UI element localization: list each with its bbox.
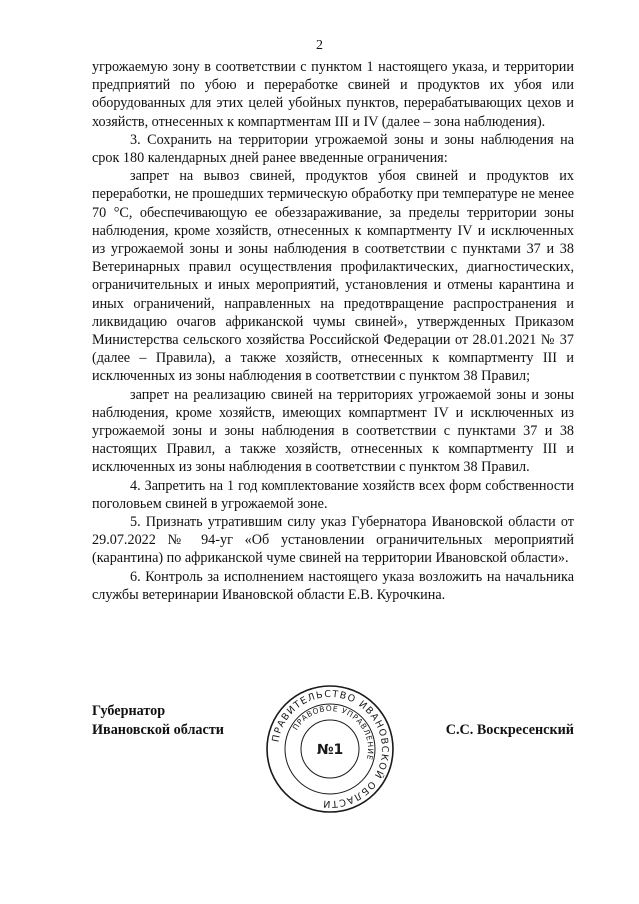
document-body bbox=[92, 58, 574, 604]
paragraph-item-4: 4. Запретить на 1 год комплектование хозяйств всех форм собственности поголовьем свиней в угрожаемой зоне. bbox=[92, 477, 574, 512]
paragraph-export-ban: запрет на вывоз свиней, продуктов убоя свиней и продуктов их переработки, не прошедших термическую обработку при температуре не менее 70 °С, обеспечивающую ее обеззараживание, за пределы территории зоны наблюдения, кроме хозяйств, отнесенных к компартменту IV и исключенных из угрожаемой зоны и зоны наблюдения в соответствии с пунктами 37 и 38 Ветеринарных правил осуществления профилактических, диагностических, ограничительных и иных мероприятий, установления и отмены карантина и иных ограничений, направленных на предотвращение распространения и ликвидацию очагов африканской чумы свиней», утвержденных Приказом Министерства сельского хозяйства Российской Федерации от 28.01.2021 № 37 (далее – Правила), а также хозяйств, отнесенных к компартменту III и исключенных из зоны наблюдения в соответствии с пунктом 38 Правил; bbox=[92, 168, 574, 385]
official-title bbox=[92, 702, 224, 740]
official-stamp bbox=[265, 684, 395, 814]
stamp-inner-text: ПРАВОВОЕ УПРАВЛЕНИЕ bbox=[290, 703, 376, 762]
page-number: 2 bbox=[316, 38, 323, 53]
official-title-line1: Губернатор bbox=[92, 703, 166, 719]
paragraph-item-3: 3. Сохранить на территории угрожаемой зоны и зоны наблюдения на срок 180 календарных дней ранее введенные ограничения: bbox=[92, 131, 574, 167]
signature-block bbox=[92, 684, 574, 814]
signer-name: С.С. Воскресенский bbox=[445, 722, 574, 738]
paragraph-item-5: 5. Признать утратившим силу указ Губернатора Ивановской области от 29.07.2022 № 94-уг «Об установлении ограничительных мероприятий (карантина) по африканской чуме свиней на территории Ивановской области». bbox=[92, 514, 574, 567]
stamp-number: №1 bbox=[316, 742, 344, 758]
official-title-line2: Ивановской области bbox=[92, 722, 224, 738]
stamp-outer-text: ПРАВИТЕЛЬСТВО ИВАНОВСКОЙ ОБЛАСТИ bbox=[270, 688, 391, 810]
paragraph-continuation: угрожаемую зону в соответствии с пунктом 1 настоящего указа, и территории предприятий по убою и переработке свиней и продуктов их убоя или оборудованных для этих целей убойных пунктов, перерабатывающих цехов и хозяйств, отнесенных к компартментам III и IV (далее – зона наблюдения). bbox=[92, 59, 574, 130]
paragraph-item-6: 6. Контроль за исполнением настоящего указа возложить на начальника службы ветеринарии Ивановской области Е.В. Курочкина. bbox=[92, 568, 574, 603]
paragraph-sale-ban: запрет на реализацию свиней на территориях угрожаемой зоны и зоны наблюдения, кроме хозяйств, имеющих компартмент IV и исключенных из угрожаемой зоны и зоны наблюдения в соответствии с пунктами 37 и 38 настоящих Правил, а также хозяйств, отнесенных к компартменту III и исключенных из зоны наблюдения в соответствии с пунктом 38 Правил. bbox=[92, 386, 574, 476]
